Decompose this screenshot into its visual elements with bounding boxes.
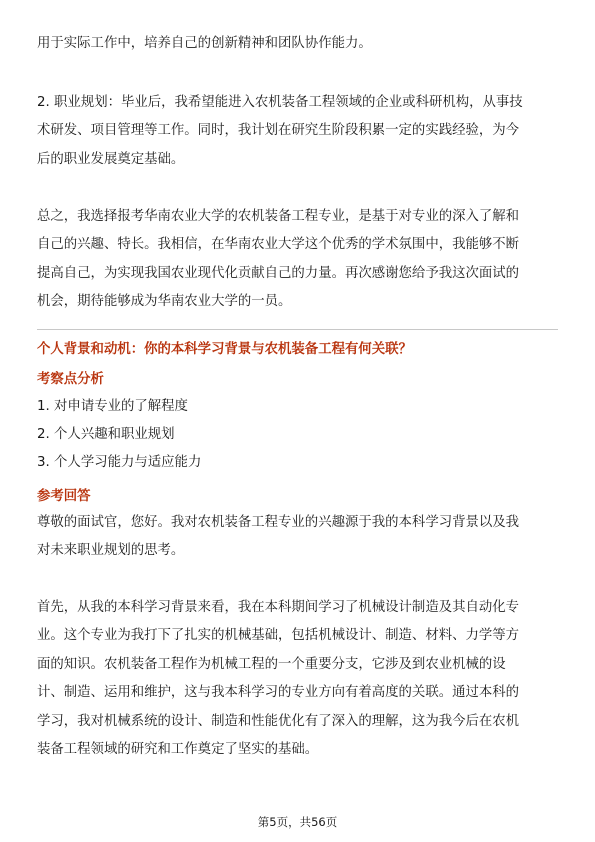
analysis-heading: 考察点分析	[37, 372, 104, 387]
intro-tail-paragraph	[37, 30, 558, 58]
analysis-item: 1. 对申请专业的了解程度	[37, 399, 188, 414]
paragraph-line: 用于实际工作中，培养自己的创新精神和团队协作能力。	[37, 36, 372, 51]
question-title: 个人背景和动机：你的本科学习背景与农机装备工程有何关联？	[37, 342, 412, 357]
paragraph-line: 首先，从我的本科学习背景来看，我在本科期间学习了机械设计制造及其自动化专	[37, 600, 520, 615]
paragraph-line: 对未来职业规划的思考。	[37, 543, 185, 559]
paragraph-line: 术研发、项目管理等工作。同时，我计划在研究生阶段积累一定的实践经验，为今	[37, 123, 520, 139]
conclusion-paragraph	[37, 203, 558, 317]
paragraph-line: 计、制造、运用和维护，这与我本科学习的专业方向有着高度的关联。通过本科的	[37, 685, 520, 701]
answer-first-paragraph	[37, 594, 558, 764]
paragraph-line: 学习，我对机械系统的设计、制造和性能优化有了深入的理解，这为我今后在农机	[37, 713, 520, 729]
paragraph-line: 后的职业发展奠定基础。	[37, 151, 185, 167]
analysis-item: 2. 个人兴趣和职业规划	[37, 427, 175, 442]
paragraph-line: 装备工程领域的研究和工作奠定了坚实的基础。	[37, 742, 319, 758]
section-divider	[37, 329, 558, 330]
answer-intro-paragraph	[37, 509, 558, 566]
paragraph-line: 机会，期待能够成为华南农业大学的一员。	[37, 294, 292, 310]
page-number: 第5页，共56页	[257, 815, 338, 829]
paragraph-line: 提高自己，为实现我国农业现代化贡献自己的力量。再次感谢您给予我这次面试的	[37, 265, 520, 281]
analysis-item: 3. 个人学习能力与适应能力	[37, 455, 202, 470]
paragraph-line: 2. 职业规划：毕业后，我希望能进入农机装备工程领域的企业或科研机构，从事技	[37, 95, 523, 110]
paragraph-line: 尊敬的面试官，您好。我对农机装备工程专业的兴趣源于我的本科学习背景以及我	[37, 515, 520, 530]
paragraph-line: 自己的兴趣、特长。我相信，在华南农业大学这个优秀的学术氛围中，我能够不断	[37, 237, 520, 253]
career-plan-paragraph	[37, 89, 558, 174]
paragraph-line: 总之，我选择报考华南农业大学的农机装备工程专业，是基于对专业的深入了解和	[37, 209, 520, 224]
paragraph-line: 面的知识。农机装备工程作为机械工程的一个重要分支，它涉及到农业机械的设	[37, 656, 506, 672]
paragraph-line: 业。这个专业为我打下了扎实的机械基础，包括机械设计、制造、材料、力学等方	[37, 628, 520, 644]
answer-heading: 参考回答	[37, 489, 91, 504]
